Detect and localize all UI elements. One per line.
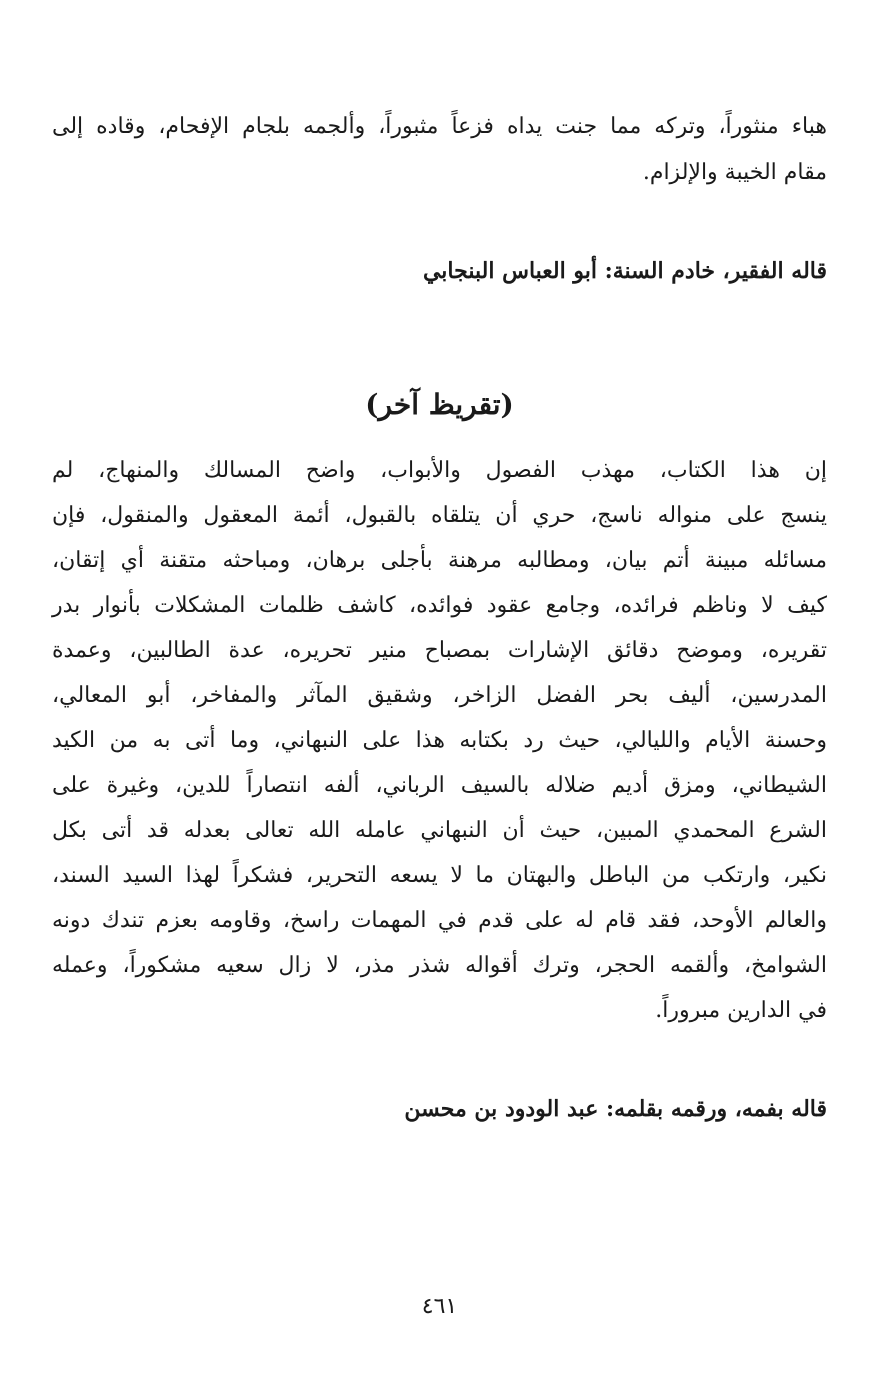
paragraph-line: المدرسين، أليف بحر الفضل الزاخر، وشقيق المآثر والمفاخر، أبو المعالي، [52,683,827,708]
signature-abu-al-abbas: قاله الفقير، خادم السنة: أبو العباس البنجابي [422,258,827,284]
page-number: ٤٦١ [421,1294,458,1319]
paragraph-line: تقريره، وموضح دقائق الإشارات بمصباح منير تحريره، عدة الطالبين، وعمدة [52,638,827,663]
paragraph-line: الشوامخ، وألقمه الحجر، وترك أقواله شذر مذر، لا زال سعيه مشكوراً، وعمله [52,953,827,978]
paragraph-line: في الدارين مبروراً. [655,998,827,1023]
paragraph-line: والعالم الأوحد، فقد قام له على قدم في المهمات راسخ، وقاومه بعزم تندك دونه [52,908,827,933]
book-page [52,0,827,1384]
paragraph-line: مقام الخيبة والإلزام. [642,160,827,185]
paragraph-line: كيف لا وناظم فرائده، وجامع عقود فوائده، كاشف ظلمات المشكلات بأنوار بدر [52,593,827,618]
paragraph-line: هباء منثوراً، وتركه مما جنت يداه فزعاً مثبوراً، وألجمه بلجام الإفحام، وقاده إلى [52,114,827,139]
paragraph-line: مسائله مبينة أتم بيان، ومطالبه مرهنة بأجلى برهان، ومباحثه متقنة أي إتقان، [52,548,827,573]
paragraph-line: إن هذا الكتاب، مهذب الفصول والأبواب، واضح المسالك والمنهاج، لم [52,458,827,483]
section-heading: (تقريظ آخر) [365,388,514,421]
signature-abd-al-wadud: قاله بفمه، ورقمه بقلمه: عبد الودود بن محسن [404,1096,827,1122]
paragraph-line: نكير، وارتكب من الباطل والبهتان ما لا يسعه التحرير، فشكراً لهذا السيد السند، [52,863,827,888]
paragraph-line: الشرع المحمدي المبين، حيث أن النبهاني عامله الله تعالى بعدله قد أتى بكل [52,818,827,843]
paragraph-line: ينسج على منواله ناسج، حري أن يتلقاه بالقبول، أئمة المعقول والمنقول، فإن [52,503,827,528]
paragraph-line: وحسنة الأيام والليالي، حيث رد بكتابه هذا على النبهاني، وما أتى به من الكيد [52,728,827,753]
paragraph-line: الشيطاني، ومزق أديم ضلاله بالسيف الرباني، ألفه انتصاراً للدين، وغيرة على [52,773,827,798]
